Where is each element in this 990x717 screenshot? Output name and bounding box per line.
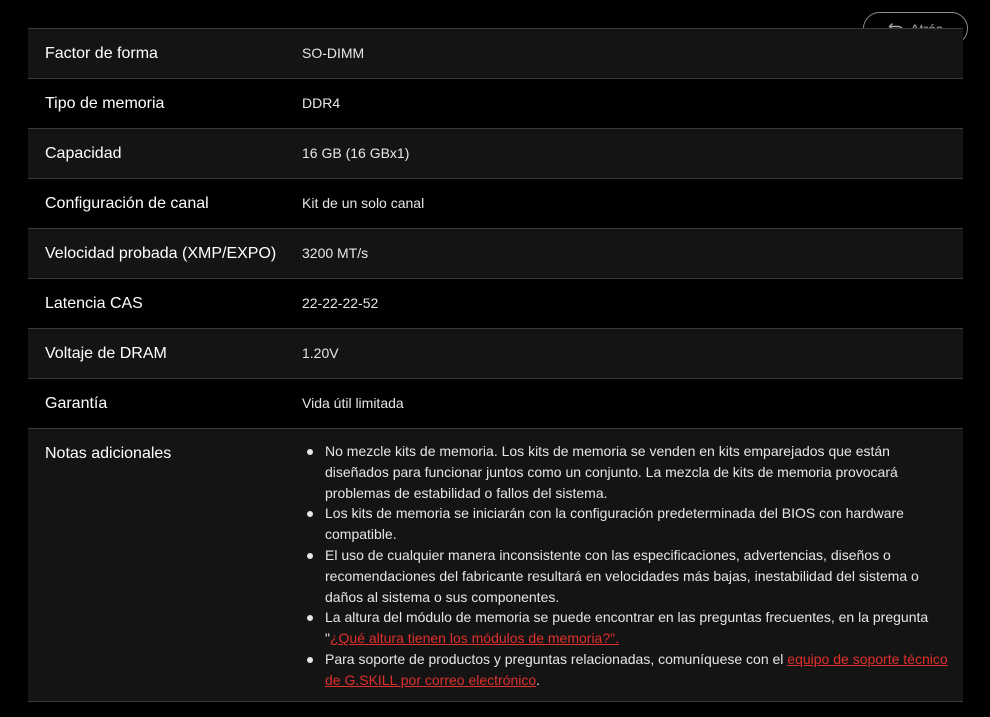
memory-height-faq-link[interactable]: ¿Qué altura tienen los módulos de memoria?". [329, 630, 619, 647]
spec-value: 16 GB (16 GBx1) [302, 145, 410, 161]
spec-row-capacity [28, 129, 963, 179]
spec-label: Configuración de canal [45, 195, 209, 212]
spec-row-additional-notes [28, 429, 963, 702]
notes-list [302, 441, 951, 691]
spec-value: 22-22-22-52 [302, 295, 379, 311]
spec-label: Latencia CAS [45, 295, 143, 312]
note-text: Para soporte de productos y preguntas relacionadas, comuníquese con el [325, 650, 788, 667]
spec-row-tested-speed [28, 229, 963, 279]
spec-row-memory-type [28, 79, 963, 129]
bullet-icon [307, 553, 313, 559]
spec-value: SO-DIMM [302, 45, 365, 61]
list-item [302, 545, 951, 607]
note-text-after: . [536, 671, 541, 688]
bullet-icon [307, 511, 313, 517]
spec-label: Velocidad probada (XMP/EXPO) [45, 245, 277, 262]
bullet-icon [307, 449, 313, 455]
spec-table [28, 28, 963, 702]
bullet-icon [307, 657, 313, 663]
spec-label: Notas adicionales [45, 445, 172, 462]
spec-label: Voltaje de DRAM [45, 345, 167, 362]
bullet-icon [307, 615, 313, 621]
spec-value: DDR4 [302, 95, 341, 111]
spec-row-dram-voltage [28, 329, 963, 379]
spec-value: Kit de un solo canal [302, 195, 425, 211]
support-email-link[interactable]: equipo de soporte técnico de G.SKILL por correo electrónico [325, 650, 948, 688]
spec-value: 1.20V [302, 345, 339, 361]
list-item [302, 441, 951, 503]
spec-row-warranty [28, 379, 963, 429]
list-item [302, 649, 951, 691]
spec-row-form-factor [28, 29, 963, 79]
spec-label: Tipo de memoria [45, 95, 165, 112]
spec-row-cas-latency [28, 279, 963, 329]
note-text: El uso de cualquier manera inconsistente con las especificaciones, advertencias, diseños o recomendaciones del fabricante resultará en velocidades más bajas, inestabilidad del sistema o daños al sistema o sus componentes. [325, 546, 919, 605]
spec-label: Garantía [45, 395, 108, 412]
spec-label: Capacidad [45, 145, 122, 162]
spec-value: Vida útil limitada [302, 395, 404, 411]
list-item [302, 607, 951, 649]
note-text: La altura del módulo de memoria se puede encontrar en las preguntas frecuentes, en la pregunta " [325, 609, 929, 647]
list-item [302, 503, 951, 545]
spec-row-channel-config [28, 179, 963, 229]
spec-value: 3200 MT/s [302, 245, 369, 261]
notes-value [302, 429, 963, 701]
spec-label: Factor de forma [45, 45, 158, 62]
note-text: No mezcle kits de memoria. Los kits de memoria se venden en kits emparejados que están diseñados para funcionar juntos como un conjunto. La mezcla de kits de memoria provocará problemas de estabilidad o fallos del sistema. [325, 443, 898, 501]
note-text: Los kits de memoria se iniciarán con la configuración predeterminada del BIOS con hardware compatible. [325, 505, 904, 543]
